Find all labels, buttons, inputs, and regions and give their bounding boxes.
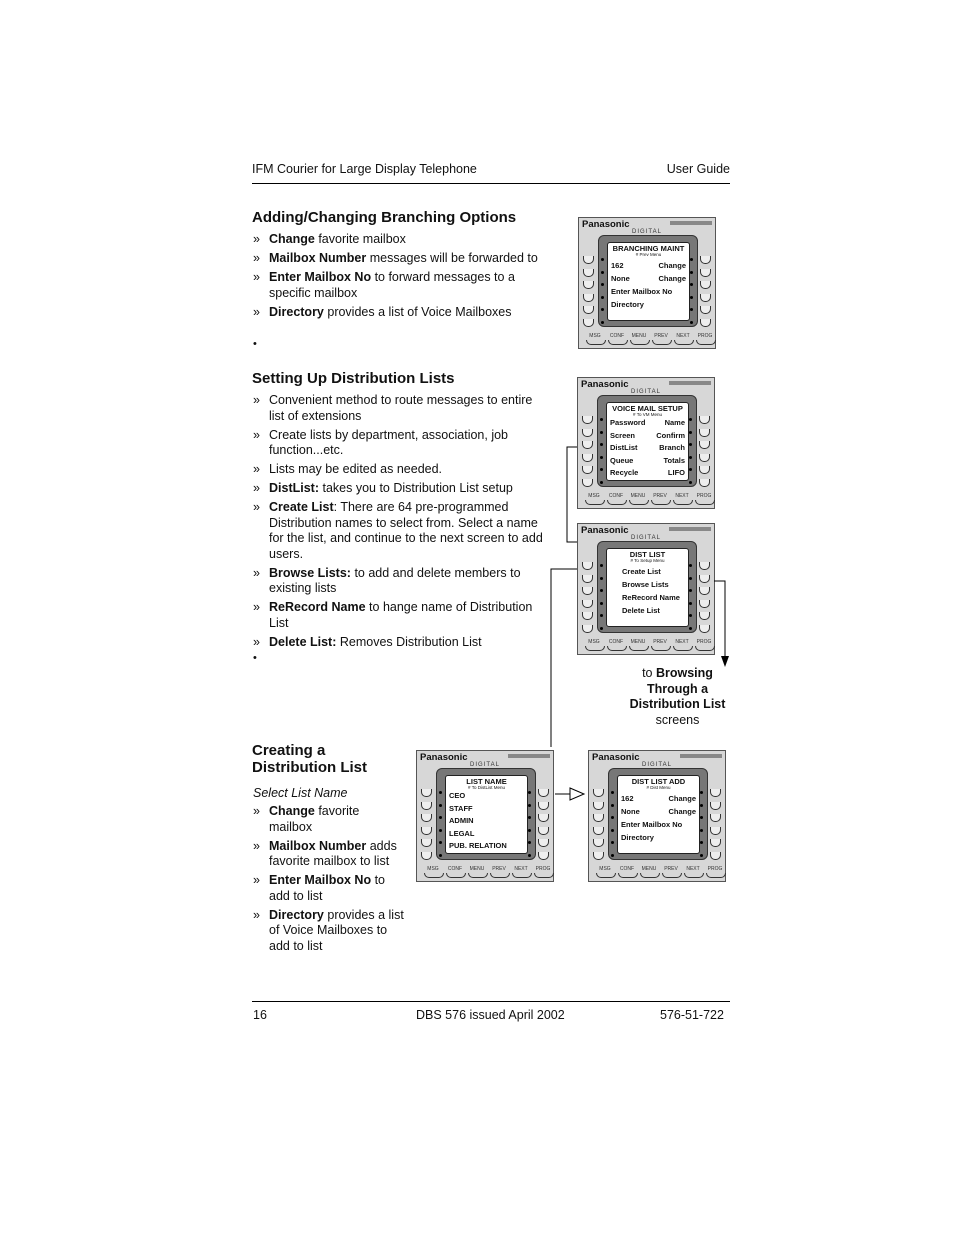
section-title-branching: Adding/Changing Branching Options (252, 209, 517, 226)
function-key-label: CONF (608, 493, 624, 499)
connector-browse-lists (714, 581, 725, 660)
footer-center: DBS 576 issued April 2002 (416, 1008, 565, 1022)
bullet-dot: • (253, 652, 257, 664)
footer-right: 576-51-722 (660, 1008, 724, 1022)
list-item: » Change favorite mailbox (253, 232, 406, 246)
list-item: » DistList: takes you to Distribution List setup (253, 481, 513, 495)
screen-subtitle: # Dist Menu (646, 785, 671, 790)
bullet-dot: • (253, 338, 257, 350)
screen-title: VOICE MAIL SETUP (612, 404, 683, 413)
screen-row-right: Change (668, 794, 696, 803)
function-key-label: NEXT (686, 866, 700, 872)
screen-row-left: Screen (610, 430, 636, 440)
screen-row-left: Directory (621, 833, 654, 842)
screen-row-left: ADMIN (449, 816, 474, 825)
list-item: » Convenient method to route messages to entire list of extensions (253, 393, 533, 423)
screen-row-left: STAFF (449, 803, 473, 813)
function-key-label: PREV (653, 493, 667, 499)
list-item: » Directory provides a list of Voice Mailboxes to add to list (253, 907, 404, 953)
list-item: » Enter Mailbox No to forward messages to a specific mailbox (253, 270, 515, 300)
section-title-creating-line2: Distribution List (252, 759, 367, 776)
screen-row-right: Name (664, 418, 685, 427)
function-key-label: NEXT (675, 493, 689, 499)
function-key-label: PROG (707, 866, 723, 872)
digital-label: DIGITAL (632, 229, 662, 235)
function-key-label: PREV (664, 866, 678, 872)
screen-row-left: Enter Mailbox No (611, 287, 673, 296)
screen-row-left: None (621, 807, 640, 816)
screen-row-left: Enter Mailbox No (621, 820, 683, 829)
screen-title: DIST LIST ADD (631, 777, 686, 786)
screen-title: LIST NAME (466, 777, 507, 786)
function-key-label: PREV (653, 639, 667, 645)
screen-subtitle: # To DistList Menu (468, 785, 505, 790)
function-key-label: MENU (469, 866, 485, 872)
list-item: » Change favorite mailbox (253, 804, 360, 834)
screen-row-left: 162 (621, 794, 634, 803)
function-key-label: MSG (599, 866, 611, 872)
function-key-label: MENU (631, 333, 647, 339)
brand-logo: Panasonic (581, 379, 629, 390)
function-key-label: PREV (492, 866, 506, 872)
header-left: IFM Courier for Large Display Telephone (252, 162, 477, 176)
function-key-label: MSG (588, 493, 600, 499)
screen-subtitle: # To VM Menu (633, 412, 662, 417)
footer-page-number: 16 (253, 1008, 267, 1022)
connector-distlist (567, 447, 577, 542)
list-item: » Create List: There are 64 pre-programmed Distribution names to select from. Select a name for the list, and continue to the next screen to add users. (253, 500, 543, 561)
function-key-label: PREV (654, 333, 668, 339)
function-key-label: PROG (696, 493, 712, 499)
screen-row-left: 162 (611, 261, 624, 270)
screen-row-left: Queue (610, 455, 634, 465)
browsing-note: to Browsing Through a Distribution List screens (629, 666, 726, 727)
screen-row-left: Recycle (610, 468, 639, 477)
screen-row-right: LIFO (667, 468, 685, 477)
section-title-distribution: Setting Up Distribution Lists (252, 370, 455, 387)
screen-row-left: Delete List (622, 606, 660, 615)
digital-label: DIGITAL (470, 762, 500, 768)
list-item: » Create lists by department, association, job function...etc. (253, 427, 509, 457)
arrow-right-icon (570, 788, 584, 800)
list-item: » Enter Mailbox No to add to list (253, 873, 385, 903)
screen-row-left: Directory (611, 300, 644, 309)
screen-row-right: Confirm (656, 430, 685, 440)
screen-row-left: Create List (622, 567, 661, 576)
digital-label: DIGITAL (631, 389, 661, 395)
section-title-creating-line1: Creating a (252, 742, 326, 759)
brand-logo: Panasonic (581, 525, 629, 536)
function-key-label: NEXT (514, 866, 528, 872)
list-item: » ReRecord Name to hange name of Distribution List (253, 600, 533, 630)
brand-logo: Panasonic (592, 752, 640, 763)
function-key-label: PROG (535, 866, 551, 872)
function-key-label: CONF (619, 866, 635, 872)
list-item: » Directory provides a list of Voice Mailboxes (253, 304, 512, 319)
screen-title: DIST LIST (629, 550, 666, 559)
function-key-label: PROG (697, 333, 713, 339)
function-key-label: NEXT (675, 639, 689, 645)
digital-label: DIGITAL (642, 762, 672, 768)
screen-row-right: Totals (663, 455, 685, 465)
function-key-label: PROG (696, 639, 712, 645)
list-item: » Mailbox Number messages will be forwarded to (253, 251, 538, 265)
screen-row-left: CEO (449, 791, 466, 800)
function-key-label: MSG (588, 639, 600, 645)
list-item: » Mailbox Number adds favorite mailbox to list (253, 838, 397, 868)
header-right: User Guide (666, 162, 730, 176)
screen-row-left: Browse Lists (622, 580, 669, 589)
screen-subtitle: # Prev Menu (635, 252, 662, 257)
list-item: » Lists may be edited as needed. (253, 462, 443, 476)
screen-row-right: Change (658, 261, 686, 270)
function-key-label: CONF (447, 866, 463, 872)
function-key-label: MENU (630, 493, 646, 499)
function-key-label: NEXT (676, 333, 690, 339)
subtitle-select-list-name: Select List Name (253, 786, 348, 800)
screen-row-left: DistList (610, 443, 638, 452)
function-key-label: CONF (609, 333, 625, 339)
screen-row-right: Change (658, 274, 686, 283)
function-key-label: CONF (608, 639, 624, 645)
function-key-label: MENU (630, 639, 646, 645)
screen-row-right: Branch (659, 443, 685, 452)
connector-create-list (551, 569, 577, 747)
function-key-label: MENU (641, 866, 657, 872)
screen-row-left: LEGAL (449, 828, 475, 838)
digital-label: DIGITAL (631, 535, 661, 541)
screen-row-left: None (611, 274, 630, 283)
screen-subtitle: # To Setup Menu (630, 558, 665, 563)
screen-row-left: ReRecord Name (622, 593, 680, 602)
screen-row-right: Change (668, 807, 696, 816)
list-item: » Browse Lists: to add and delete members to existing lists (253, 565, 521, 595)
screen-row-left: PUB. RELATION (449, 841, 507, 850)
function-key-label: MSG (427, 866, 439, 872)
list-item: » Delete List: Removes Distribution List (253, 634, 482, 649)
screen-row-left: Password (610, 418, 646, 427)
footer-rule (252, 1001, 730, 1002)
screen-title: BRANCHING MAINT (612, 244, 685, 253)
brand-logo: Panasonic (582, 219, 630, 230)
brand-logo: Panasonic (420, 752, 468, 763)
function-key-label: MSG (589, 333, 601, 339)
